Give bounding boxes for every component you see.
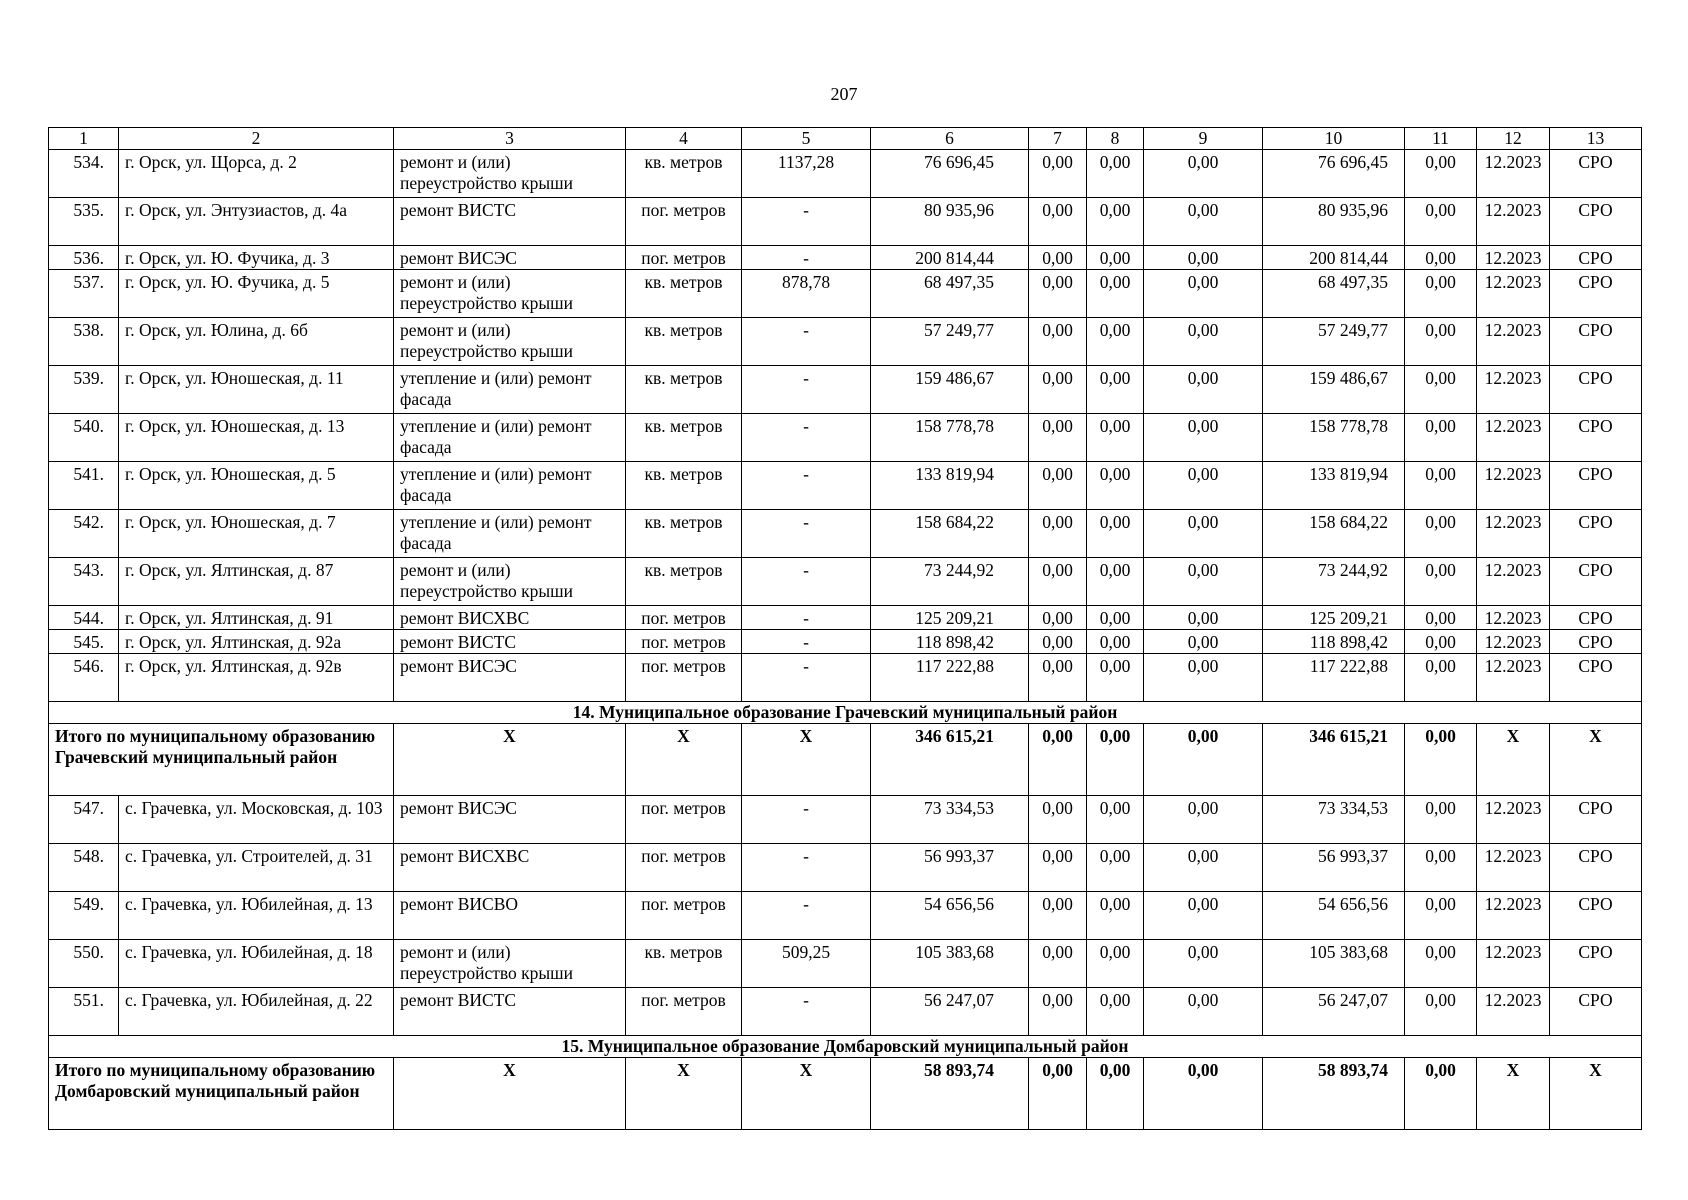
fund-cell: 0,00 — [1029, 988, 1087, 1036]
address-cell: с. Грачевка, ул. Юбилейная, д. 18 — [119, 940, 394, 988]
cost-total-cell: 73 244,92 — [871, 558, 1029, 606]
row-number-cell: 537. — [49, 270, 119, 318]
method-cell: СРО — [1550, 462, 1642, 510]
cost-total-cell: 346 615,21 — [871, 724, 1029, 796]
row-number-cell: 540. — [49, 414, 119, 462]
fund-cell: 0,00 — [1087, 1058, 1144, 1130]
unit-cell: пог. метров — [626, 844, 742, 892]
completion-date-cell: 12.2023 — [1477, 510, 1550, 558]
fund-cell: 0,00 — [1144, 198, 1263, 246]
fund-cell: 0,00 — [1144, 270, 1263, 318]
table-row — [49, 988, 1642, 1036]
method-cell: СРО — [1550, 844, 1642, 892]
work-type-cell: X — [394, 1058, 626, 1130]
fund-cell: 0,00 — [1029, 940, 1087, 988]
method-cell: СРО — [1550, 988, 1642, 1036]
fund-cell: 0,00 — [1029, 366, 1087, 414]
cost-total-cell: 158 778,78 — [871, 414, 1029, 462]
completion-date-cell: 12.2023 — [1477, 796, 1550, 844]
unit-cell: кв. метров — [626, 940, 742, 988]
quantity-cell: X — [742, 1058, 871, 1130]
cost-total-cell: 57 249,77 — [871, 318, 1029, 366]
completion-date-cell: 12.2023 — [1477, 988, 1550, 1036]
quantity-cell: - — [742, 654, 871, 702]
quantity-cell: - — [742, 198, 871, 246]
quantity-cell: - — [742, 796, 871, 844]
fund-cell: 0,00 — [1144, 1058, 1263, 1130]
unit-cell: кв. метров — [626, 462, 742, 510]
fund-cell: 0,00 — [1405, 270, 1477, 318]
fund-cell: 0,00 — [1087, 414, 1144, 462]
address-cell: с. Грачевка, ул. Юбилейная, д. 13 — [119, 892, 394, 940]
method-cell: СРО — [1550, 198, 1642, 246]
table-row — [49, 796, 1642, 844]
quantity-cell: - — [742, 892, 871, 940]
quantity-cell: 878,78 — [742, 270, 871, 318]
completion-date-cell: 12.2023 — [1477, 366, 1550, 414]
row-number-cell: 550. — [49, 940, 119, 988]
fund-cell: 0,00 — [1087, 606, 1144, 630]
fund-cell: 0,00 — [1087, 318, 1144, 366]
fund-cell: 0,00 — [1405, 796, 1477, 844]
page-number: 207 — [830, 84, 858, 104]
fund-cell: 0,00 — [1144, 844, 1263, 892]
fund-cell: 0,00 — [1029, 198, 1087, 246]
quantity-cell: - — [742, 558, 871, 606]
owners-funds-cell: 159 486,67 — [1263, 366, 1405, 414]
column-header: 3 — [394, 128, 626, 150]
address-cell: г. Орск, ул. Энтузиастов, д. 4а — [119, 198, 394, 246]
quantity-cell: - — [742, 988, 871, 1036]
unit-cell: X — [626, 1058, 742, 1130]
fund-cell: 0,00 — [1029, 510, 1087, 558]
table-row — [49, 558, 1642, 606]
owners-funds-cell: 158 778,78 — [1263, 414, 1405, 462]
row-number-cell: 548. — [49, 844, 119, 892]
fund-cell: 0,00 — [1144, 318, 1263, 366]
quantity-cell: - — [742, 630, 871, 654]
owners-funds-cell: 54 656,56 — [1263, 892, 1405, 940]
cost-total-cell: 105 383,68 — [871, 940, 1029, 988]
row-number-cell: 543. — [49, 558, 119, 606]
row-number-cell: 539. — [49, 366, 119, 414]
fund-cell: 0,00 — [1087, 724, 1144, 796]
fund-cell: 0,00 — [1087, 940, 1144, 988]
method-cell: СРО — [1550, 270, 1642, 318]
unit-cell: пог. метров — [626, 796, 742, 844]
row-number-cell: 549. — [49, 892, 119, 940]
work-type-cell: ремонт ВИСЭС — [394, 246, 626, 270]
table-row — [49, 510, 1642, 558]
work-type-cell: ремонт и (или) переустройство крыши — [394, 318, 626, 366]
table-row — [49, 606, 1642, 630]
method-cell: СРО — [1550, 892, 1642, 940]
method-cell: СРО — [1550, 654, 1642, 702]
row-number-cell: 538. — [49, 318, 119, 366]
unit-cell: кв. метров — [626, 318, 742, 366]
completion-date-cell: 12.2023 — [1477, 654, 1550, 702]
fund-cell: 0,00 — [1087, 270, 1144, 318]
fund-cell: 0,00 — [1144, 558, 1263, 606]
section-header-row — [49, 702, 1642, 724]
address-cell: г. Орск, ул. Ялтинская, д. 92в — [119, 654, 394, 702]
completion-date-cell: 12.2023 — [1477, 150, 1550, 198]
fund-cell: 0,00 — [1087, 988, 1144, 1036]
fund-cell: 0,00 — [1144, 510, 1263, 558]
work-type-cell: ремонт ВИСЭС — [394, 654, 626, 702]
fund-cell: 0,00 — [1405, 940, 1477, 988]
cost-total-cell: 54 656,56 — [871, 892, 1029, 940]
table-row — [49, 654, 1642, 702]
work-type-cell: ремонт ВИСВО — [394, 892, 626, 940]
completion-date-cell: 12.2023 — [1477, 270, 1550, 318]
address-cell: г. Орск, ул. Ялтинская, д. 92а — [119, 630, 394, 654]
fund-cell: 0,00 — [1405, 724, 1477, 796]
address-cell: г. Орск, ул. Щорса, д. 2 — [119, 150, 394, 198]
address-cell: г. Орск, ул. Ялтинская, д. 87 — [119, 558, 394, 606]
work-type-cell: ремонт ВИСХВС — [394, 606, 626, 630]
owners-funds-cell: 68 497,35 — [1263, 270, 1405, 318]
owners-funds-cell: 158 684,22 — [1263, 510, 1405, 558]
quantity-cell: - — [742, 462, 871, 510]
column-number-header-row — [49, 128, 1642, 150]
work-type-cell: ремонт ВИСТС — [394, 198, 626, 246]
fund-cell: 0,00 — [1405, 1058, 1477, 1130]
row-number-cell: 545. — [49, 630, 119, 654]
column-header: 2 — [119, 128, 394, 150]
table-row — [49, 198, 1642, 246]
fund-cell: 0,00 — [1144, 606, 1263, 630]
cost-total-cell: 125 209,21 — [871, 606, 1029, 630]
address-cell: г. Орск, ул. Юлина, д. 6б — [119, 318, 394, 366]
quantity-cell: - — [742, 414, 871, 462]
completion-date-cell: X — [1477, 1058, 1550, 1130]
method-cell: X — [1550, 1058, 1642, 1130]
work-type-cell: утепление и (или) ремонт фасада — [394, 510, 626, 558]
method-cell: X — [1550, 724, 1642, 796]
cost-total-cell: 133 819,94 — [871, 462, 1029, 510]
method-cell: СРО — [1550, 630, 1642, 654]
completion-date-cell: 12.2023 — [1477, 198, 1550, 246]
table-row — [49, 892, 1642, 940]
subtotal-label: Итого по муниципальному образованию Грачевский муниципальный район — [49, 724, 394, 796]
completion-date-cell: 12.2023 — [1477, 414, 1550, 462]
fund-cell: 0,00 — [1087, 198, 1144, 246]
unit-cell: кв. метров — [626, 366, 742, 414]
capital-repair-table — [48, 127, 1642, 1130]
cost-total-cell: 56 993,37 — [871, 844, 1029, 892]
fund-cell: 0,00 — [1144, 366, 1263, 414]
fund-cell: 0,00 — [1029, 246, 1087, 270]
completion-date-cell: 12.2023 — [1477, 940, 1550, 988]
work-type-cell: ремонт и (или) переустройство крыши — [394, 270, 626, 318]
unit-cell: X — [626, 724, 742, 796]
owners-funds-cell: 118 898,42 — [1263, 630, 1405, 654]
completion-date-cell: 12.2023 — [1477, 558, 1550, 606]
work-type-cell: ремонт ВИСЭС — [394, 796, 626, 844]
owners-funds-cell: 73 244,92 — [1263, 558, 1405, 606]
quantity-cell: 1137,28 — [742, 150, 871, 198]
row-number-cell: 551. — [49, 988, 119, 1036]
fund-cell: 0,00 — [1029, 1058, 1087, 1130]
completion-date-cell: X — [1477, 724, 1550, 796]
column-header: 1 — [49, 128, 119, 150]
fund-cell: 0,00 — [1144, 246, 1263, 270]
column-header: 6 — [871, 128, 1029, 150]
fund-cell: 0,00 — [1144, 796, 1263, 844]
fund-cell: 0,00 — [1029, 654, 1087, 702]
cost-total-cell: 158 684,22 — [871, 510, 1029, 558]
cost-total-cell: 118 898,42 — [871, 630, 1029, 654]
quantity-cell: - — [742, 318, 871, 366]
fund-cell: 0,00 — [1029, 724, 1087, 796]
address-cell: г. Орск, ул. Юношеская, д. 5 — [119, 462, 394, 510]
column-header: 5 — [742, 128, 871, 150]
completion-date-cell: 12.2023 — [1477, 630, 1550, 654]
column-header: 9 — [1144, 128, 1263, 150]
fund-cell: 0,00 — [1405, 414, 1477, 462]
quantity-cell: - — [742, 844, 871, 892]
row-number-cell: 546. — [49, 654, 119, 702]
fund-cell: 0,00 — [1144, 940, 1263, 988]
owners-funds-cell: 133 819,94 — [1263, 462, 1405, 510]
method-cell: СРО — [1550, 796, 1642, 844]
column-header: 13 — [1550, 128, 1642, 150]
method-cell: СРО — [1550, 318, 1642, 366]
address-cell: г. Орск, ул. Юношеская, д. 7 — [119, 510, 394, 558]
completion-date-cell: 12.2023 — [1477, 844, 1550, 892]
fund-cell: 0,00 — [1087, 630, 1144, 654]
address-cell: г. Орск, ул. Ялтинская, д. 91 — [119, 606, 394, 630]
work-type-cell: ремонт и (или) переустройство крыши — [394, 558, 626, 606]
quantity-cell: - — [742, 510, 871, 558]
table-row — [49, 246, 1642, 270]
cost-total-cell: 80 935,96 — [871, 198, 1029, 246]
fund-cell: 0,00 — [1405, 606, 1477, 630]
column-header: 12 — [1477, 128, 1550, 150]
fund-cell: 0,00 — [1405, 246, 1477, 270]
cost-total-cell: 73 334,53 — [871, 796, 1029, 844]
table-row — [49, 270, 1642, 318]
unit-cell: кв. метров — [626, 414, 742, 462]
fund-cell: 0,00 — [1087, 892, 1144, 940]
table-row — [49, 366, 1642, 414]
column-header: 7 — [1029, 128, 1087, 150]
fund-cell: 0,00 — [1087, 246, 1144, 270]
address-cell: г. Орск, ул. Ю. Фучика, д. 3 — [119, 246, 394, 270]
work-type-cell: утепление и (или) ремонт фасада — [394, 462, 626, 510]
unit-cell: пог. метров — [626, 606, 742, 630]
fund-cell: 0,00 — [1144, 462, 1263, 510]
row-number-cell: 544. — [49, 606, 119, 630]
row-number-cell: 536. — [49, 246, 119, 270]
quantity-cell: - — [742, 366, 871, 414]
owners-funds-cell: 200 814,44 — [1263, 246, 1405, 270]
unit-cell: кв. метров — [626, 270, 742, 318]
subtotal-row — [49, 724, 1642, 796]
unit-cell: пог. метров — [626, 892, 742, 940]
table-row — [49, 844, 1642, 892]
method-cell: СРО — [1550, 558, 1642, 606]
fund-cell: 0,00 — [1029, 150, 1087, 198]
fund-cell: 0,00 — [1029, 630, 1087, 654]
fund-cell: 0,00 — [1087, 462, 1144, 510]
owners-funds-cell: 56 247,07 — [1263, 988, 1405, 1036]
section-title: 15. Муниципальное образование Домбаровский муниципальный район — [49, 1036, 1642, 1058]
fund-cell: 0,00 — [1144, 892, 1263, 940]
unit-cell: пог. метров — [626, 988, 742, 1036]
column-header: 11 — [1405, 128, 1477, 150]
fund-cell: 0,00 — [1029, 414, 1087, 462]
completion-date-cell: 12.2023 — [1477, 606, 1550, 630]
owners-funds-cell: 117 222,88 — [1263, 654, 1405, 702]
address-cell: с. Грачевка, ул. Строителей, д. 31 — [119, 844, 394, 892]
fund-cell: 0,00 — [1405, 510, 1477, 558]
column-header: 4 — [626, 128, 742, 150]
table-row — [49, 150, 1642, 198]
method-cell: СРО — [1550, 366, 1642, 414]
cost-total-cell: 58 893,74 — [871, 1058, 1029, 1130]
cost-total-cell: 159 486,67 — [871, 366, 1029, 414]
table-row — [49, 630, 1642, 654]
completion-date-cell: 12.2023 — [1477, 318, 1550, 366]
cost-total-cell: 76 696,45 — [871, 150, 1029, 198]
work-type-cell: ремонт ВИСХВС — [394, 844, 626, 892]
fund-cell: 0,00 — [1405, 366, 1477, 414]
subtotal-label: Итого по муниципальному образованию Домбаровский муниципальный район — [49, 1058, 394, 1130]
cost-total-cell: 68 497,35 — [871, 270, 1029, 318]
fund-cell: 0,00 — [1144, 150, 1263, 198]
method-cell: СРО — [1550, 150, 1642, 198]
fund-cell: 0,00 — [1405, 988, 1477, 1036]
row-number-cell: 534. — [49, 150, 119, 198]
row-number-cell: 535. — [49, 198, 119, 246]
method-cell: СРО — [1550, 414, 1642, 462]
completion-date-cell: 12.2023 — [1477, 892, 1550, 940]
fund-cell: 0,00 — [1087, 510, 1144, 558]
section-header-row — [49, 1036, 1642, 1058]
fund-cell: 0,00 — [1087, 654, 1144, 702]
cost-total-cell: 117 222,88 — [871, 654, 1029, 702]
owners-funds-cell: 76 696,45 — [1263, 150, 1405, 198]
fund-cell: 0,00 — [1029, 844, 1087, 892]
fund-cell: 0,00 — [1405, 844, 1477, 892]
fund-cell: 0,00 — [1405, 630, 1477, 654]
method-cell: СРО — [1550, 510, 1642, 558]
owners-funds-cell: 58 893,74 — [1263, 1058, 1405, 1130]
fund-cell: 0,00 — [1087, 844, 1144, 892]
fund-cell: 0,00 — [1144, 988, 1263, 1036]
table-row — [49, 414, 1642, 462]
quantity-cell: - — [742, 606, 871, 630]
method-cell: СРО — [1550, 606, 1642, 630]
quantity-cell: 509,25 — [742, 940, 871, 988]
completion-date-cell: 12.2023 — [1477, 246, 1550, 270]
unit-cell: кв. метров — [626, 150, 742, 198]
address-cell: г. Орск, ул. Ю. Фучика, д. 5 — [119, 270, 394, 318]
row-number-cell: 542. — [49, 510, 119, 558]
method-cell: СРО — [1550, 940, 1642, 988]
column-header: 8 — [1087, 128, 1144, 150]
work-type-cell: утепление и (или) ремонт фасада — [394, 414, 626, 462]
fund-cell: 0,00 — [1144, 724, 1263, 796]
fund-cell: 0,00 — [1029, 270, 1087, 318]
quantity-cell: X — [742, 724, 871, 796]
unit-cell: пог. метров — [626, 246, 742, 270]
table-row — [49, 462, 1642, 510]
unit-cell: пог. метров — [626, 654, 742, 702]
quantity-cell: - — [742, 246, 871, 270]
table-row — [49, 318, 1642, 366]
fund-cell: 0,00 — [1144, 414, 1263, 462]
fund-cell: 0,00 — [1029, 462, 1087, 510]
table-row — [49, 940, 1642, 988]
address-cell: с. Грачевка, ул. Московская, д. 103 — [119, 796, 394, 844]
unit-cell: кв. метров — [626, 510, 742, 558]
address-cell: г. Орск, ул. Юношеская, д. 11 — [119, 366, 394, 414]
cost-total-cell: 200 814,44 — [871, 246, 1029, 270]
work-type-cell: X — [394, 724, 626, 796]
owners-funds-cell: 125 209,21 — [1263, 606, 1405, 630]
fund-cell: 0,00 — [1405, 462, 1477, 510]
owners-funds-cell: 346 615,21 — [1263, 724, 1405, 796]
work-type-cell: утепление и (или) ремонт фасада — [394, 366, 626, 414]
owners-funds-cell: 56 993,37 — [1263, 844, 1405, 892]
completion-date-cell: 12.2023 — [1477, 462, 1550, 510]
work-type-cell: ремонт и (или) переустройство крыши — [394, 150, 626, 198]
fund-cell: 0,00 — [1087, 150, 1144, 198]
unit-cell: кв. метров — [626, 558, 742, 606]
owners-funds-cell: 73 334,53 — [1263, 796, 1405, 844]
fund-cell: 0,00 — [1029, 892, 1087, 940]
unit-cell: пог. метров — [626, 198, 742, 246]
fund-cell: 0,00 — [1405, 150, 1477, 198]
fund-cell: 0,00 — [1087, 558, 1144, 606]
fund-cell: 0,00 — [1087, 366, 1144, 414]
fund-cell: 0,00 — [1144, 654, 1263, 702]
fund-cell: 0,00 — [1405, 318, 1477, 366]
work-type-cell: ремонт ВИСТС — [394, 988, 626, 1036]
work-type-cell: ремонт ВИСТС — [394, 630, 626, 654]
fund-cell: 0,00 — [1087, 796, 1144, 844]
fund-cell: 0,00 — [1029, 796, 1087, 844]
fund-cell: 0,00 — [1405, 558, 1477, 606]
owners-funds-cell: 57 249,77 — [1263, 318, 1405, 366]
owners-funds-cell: 80 935,96 — [1263, 198, 1405, 246]
fund-cell: 0,00 — [1405, 198, 1477, 246]
address-cell: с. Грачевка, ул. Юбилейная, д. 22 — [119, 988, 394, 1036]
column-header: 10 — [1263, 128, 1405, 150]
fund-cell: 0,00 — [1029, 606, 1087, 630]
cost-total-cell: 56 247,07 — [871, 988, 1029, 1036]
method-cell: СРО — [1550, 246, 1642, 270]
row-number-cell: 547. — [49, 796, 119, 844]
fund-cell: 0,00 — [1405, 654, 1477, 702]
row-number-cell: 541. — [49, 462, 119, 510]
fund-cell: 0,00 — [1029, 318, 1087, 366]
owners-funds-cell: 105 383,68 — [1263, 940, 1405, 988]
fund-cell: 0,00 — [1405, 892, 1477, 940]
work-type-cell: ремонт и (или) переустройство крыши — [394, 940, 626, 988]
section-title: 14. Муниципальное образование Грачевский муниципальный район — [49, 702, 1642, 724]
unit-cell: пог. метров — [626, 630, 742, 654]
subtotal-row — [49, 1058, 1642, 1130]
address-cell: г. Орск, ул. Юношеская, д. 13 — [119, 414, 394, 462]
fund-cell: 0,00 — [1029, 558, 1087, 606]
fund-cell: 0,00 — [1144, 630, 1263, 654]
